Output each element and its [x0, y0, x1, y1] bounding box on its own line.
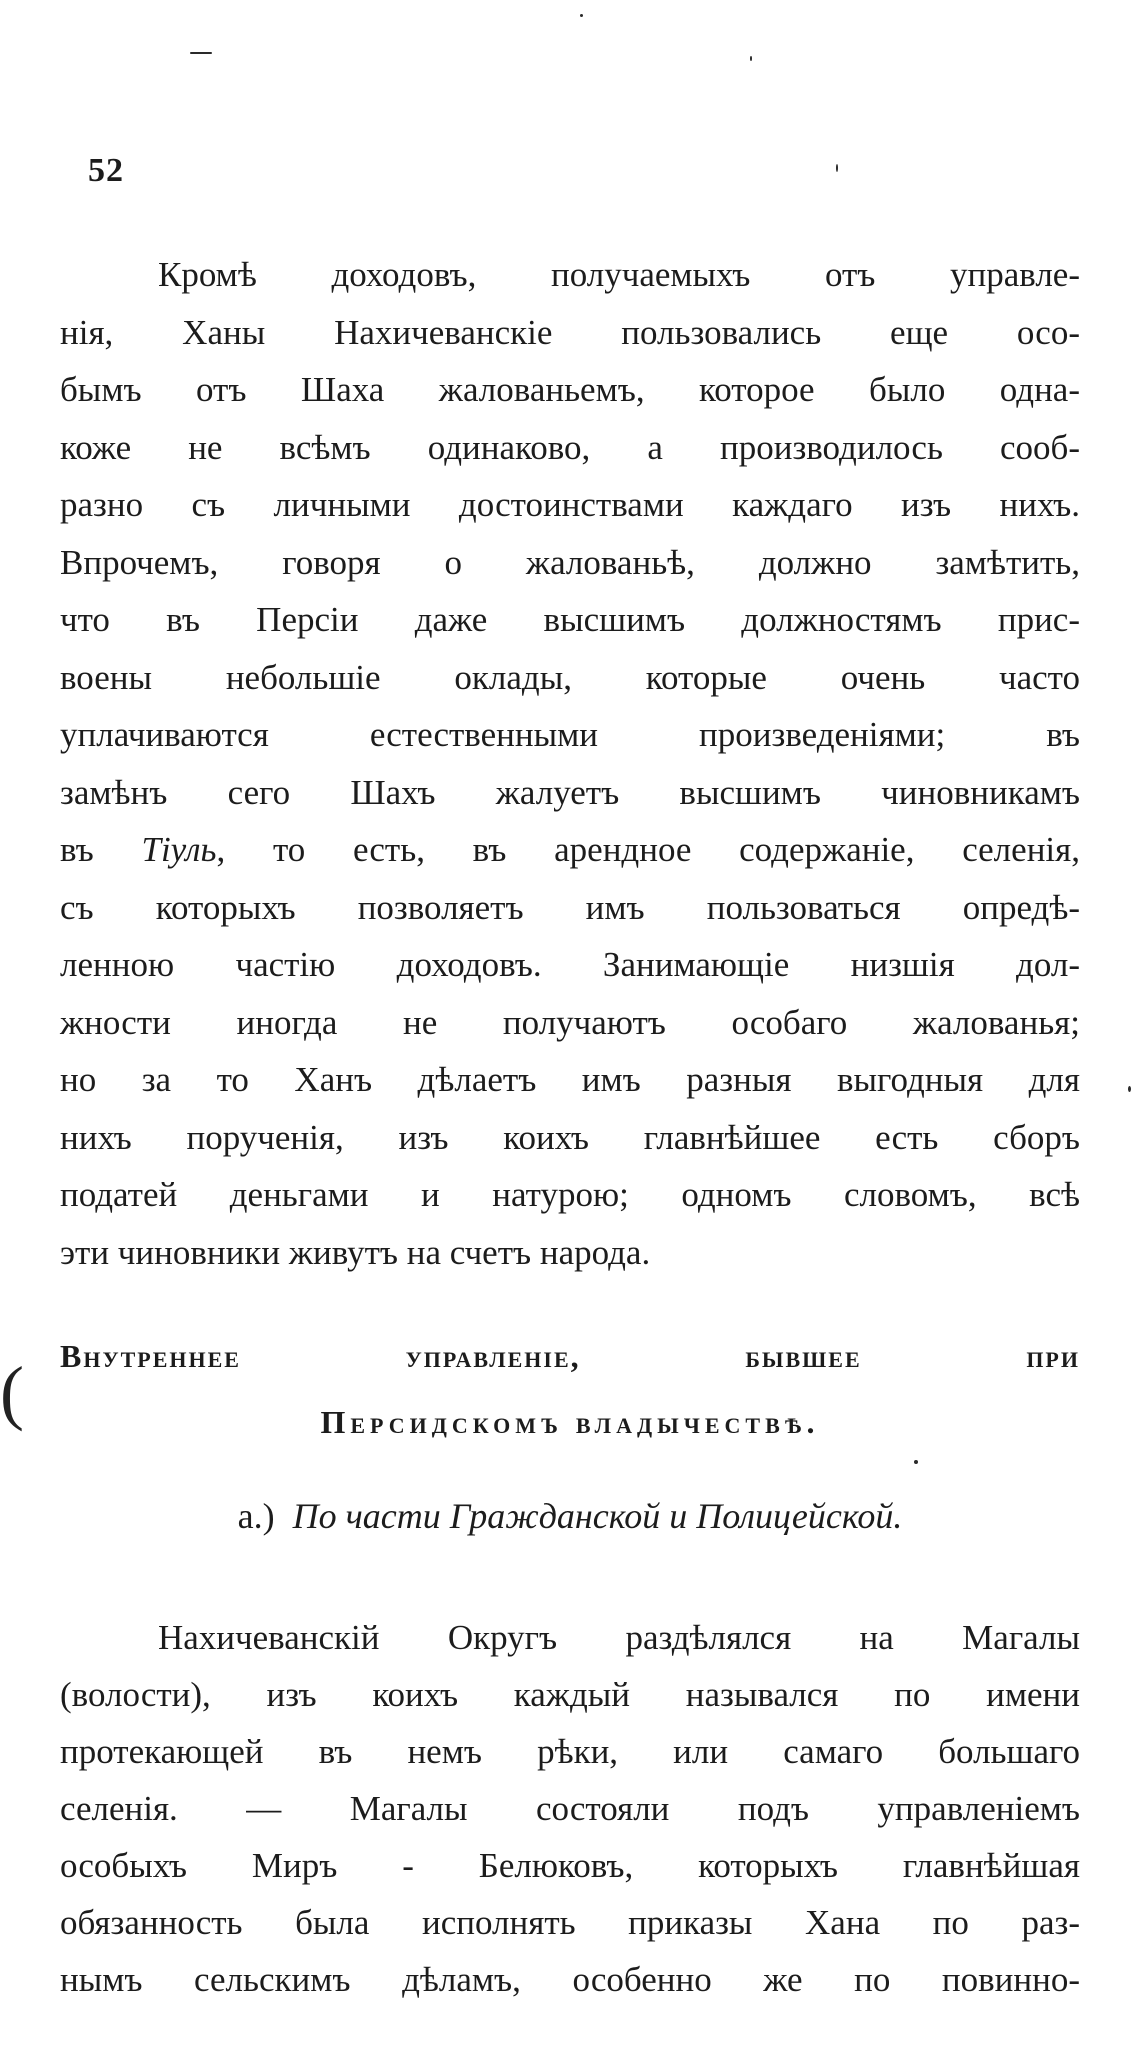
text-line: разно съ личными достоинствами каждаго изъ нихъ. — [60, 485, 1080, 524]
speck-mark — [836, 164, 838, 172]
italic-term: Тіуль — [141, 830, 217, 869]
text-line: воены небольшіе оклады, которые очень часто — [60, 657, 1080, 697]
text-fragment: , то есть, въ арендное содержаніе, селенія, — [216, 830, 1080, 869]
text-line: обязанность была исполнять приказы Хана по раз- — [60, 1903, 1080, 1942]
text-line: селенія. — Магалы состояли подъ управленіемъ — [60, 1789, 1080, 1828]
text-line: эти чиновники живутъ на счетъ народа. — [60, 1232, 651, 1272]
speck-mark — [914, 1460, 918, 1464]
subsection-heading — [60, 1495, 1080, 1537]
section-heading-continued: Персидскомъ владычествѣ. — [320, 1404, 820, 1440]
text-line: жности иногда не получаютъ особаго жалованья; — [60, 1002, 1080, 1042]
text-line: особыхъ Миръ - Белюковъ, которыхъ главнѣйшая — [60, 1846, 1080, 1885]
text-line: податей деньгами и натурою; одномъ словомъ, всѣ — [60, 1175, 1080, 1214]
text-line: Кромѣ доходовъ, получаемыхъ отъ управле- — [158, 255, 1080, 294]
text-line: нымъ сельскимъ дѣламъ, особенно же по повинно- — [60, 1960, 1080, 1999]
speck-mark — [1128, 1086, 1131, 1092]
subsection-label: а.) — [237, 1496, 275, 1536]
text-fragment: въ — [60, 830, 142, 869]
text-line: что въ Персіи даже высшимъ должностямъ прис- — [60, 600, 1080, 639]
paragraph-income — [60, 246, 1080, 1281]
speck-mark — [580, 14, 583, 17]
text-line: нихъ порученія, изъ коихъ главнѣйшее есть сборъ — [60, 1117, 1080, 1157]
margin-bracket-mark: ( — [0, 1352, 24, 1432]
text-line: нія, Ханы Нахичеванскіе пользовались еще осо- — [60, 312, 1080, 352]
speck-mark — [190, 52, 212, 54]
text-line: ленною частію доходовъ. Занимающіе низшія дол- — [60, 945, 1080, 984]
section-heading: Внутреннее управленіе, бывшее при — [60, 1338, 1080, 1374]
page-number: 52 — [88, 152, 124, 189]
text-line-tiul — [60, 821, 1080, 879]
text-line: бымъ отъ Шаха жалованьемъ, которое было одна- — [60, 370, 1080, 409]
text-line: Впрочемъ, говоря о жалованьѣ, должно замѣтить, — [60, 542, 1080, 582]
text-line: но за то Ханъ дѣлаетъ имъ разныя выгодныя для — [60, 1060, 1080, 1099]
text-line: замѣнъ сего Шахъ жалуетъ высшимъ чиновникамъ — [60, 772, 1080, 812]
subsection-title: По части Гражданской и Полицейской. — [292, 1496, 903, 1536]
text-line: (волости), изъ коихъ каждый назывался по имени — [60, 1675, 1080, 1714]
paragraph-district — [60, 1609, 1080, 2008]
text-line: протекающей въ немъ рѣки, или самаго большаго — [60, 1732, 1080, 1771]
text-line: уплачиваются естественными произведеніями; въ — [60, 715, 1080, 754]
text-line: съ которыхъ позволяетъ имъ пользоваться опредѣ- — [60, 887, 1080, 927]
text-line: Нахичеванскій Округъ раздѣлялся на Магалы — [158, 1618, 1080, 1657]
text-line: коже не всѣмъ одинаково, а производилось сооб- — [60, 427, 1080, 467]
speck-mark — [750, 56, 752, 61]
